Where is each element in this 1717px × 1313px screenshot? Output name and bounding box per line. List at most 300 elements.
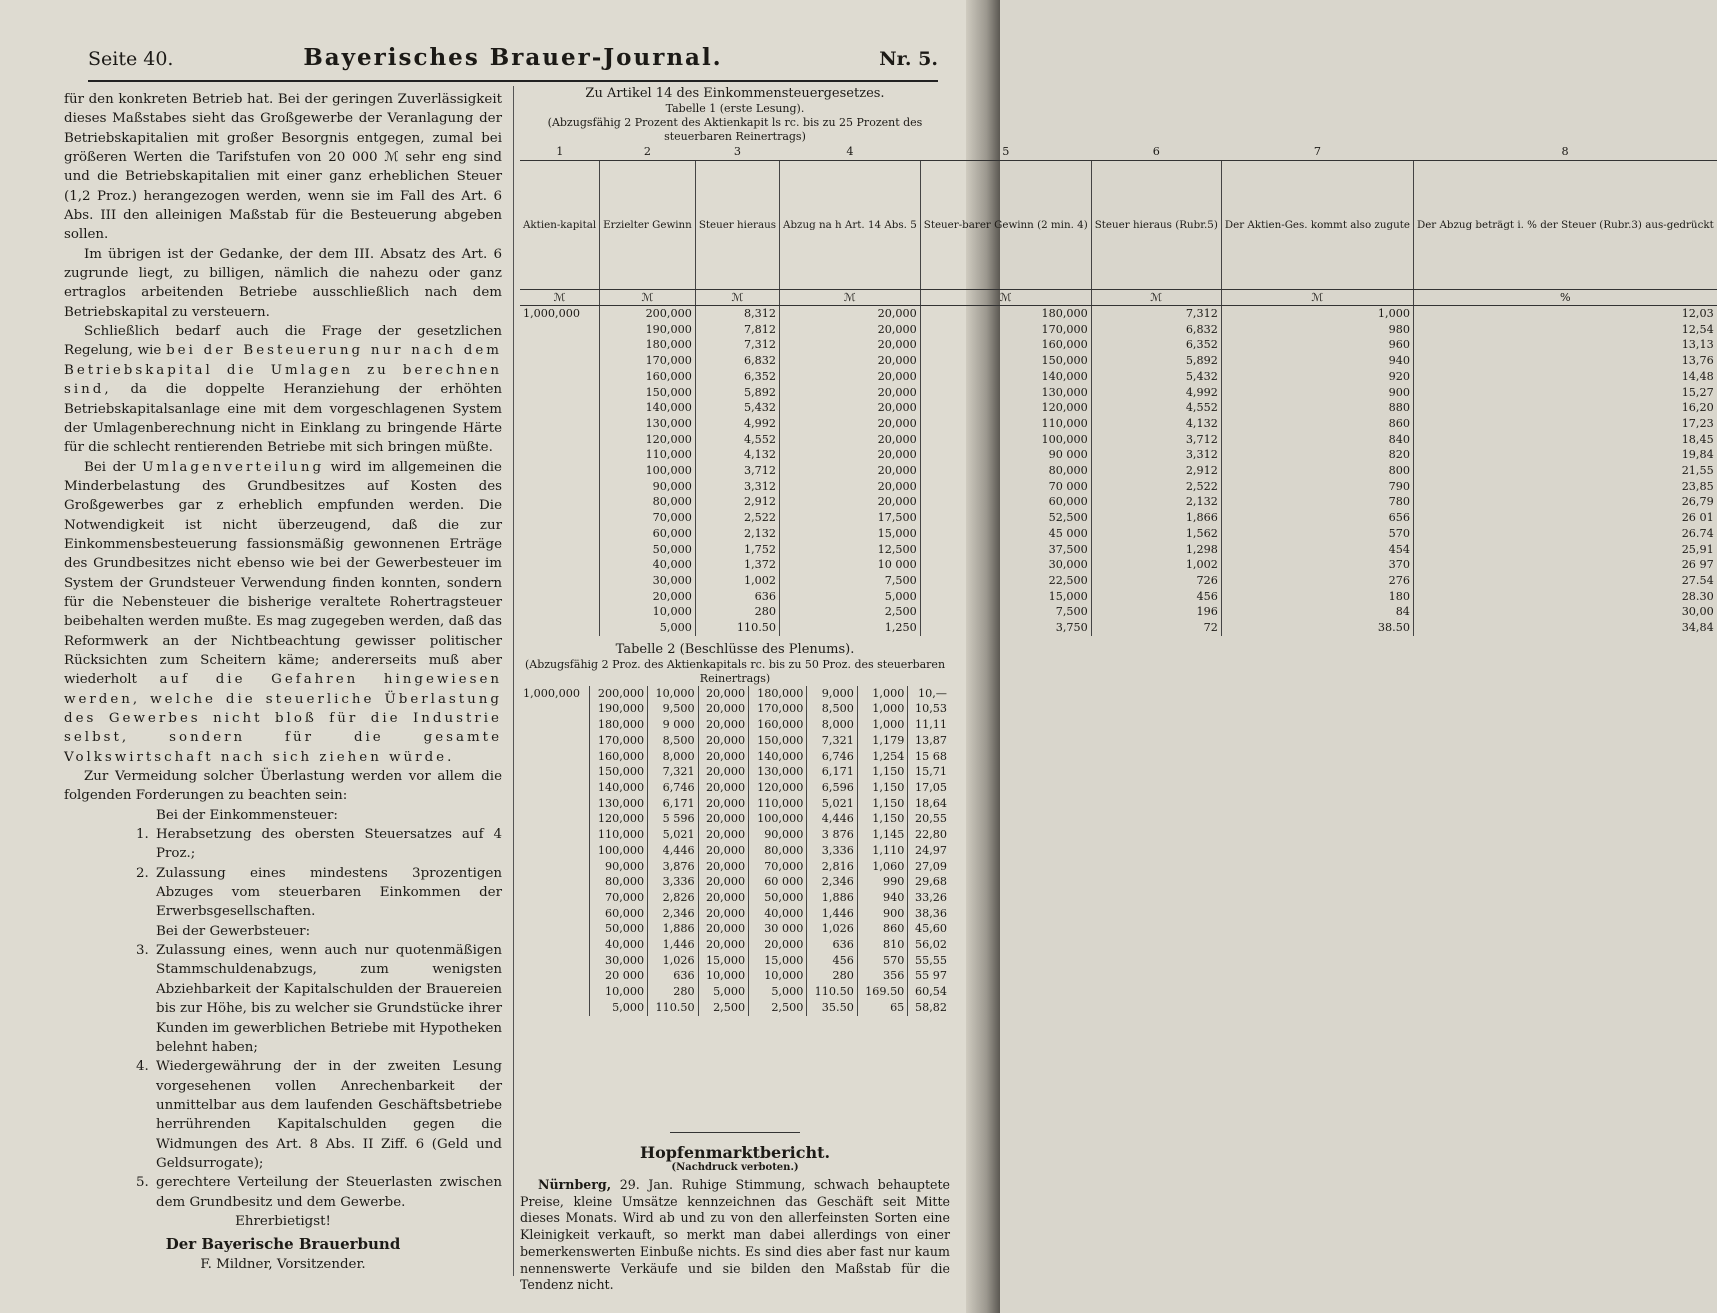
table-cell: 1,150 bbox=[857, 811, 907, 827]
paragraph bbox=[64, 458, 502, 768]
table-row bbox=[520, 937, 950, 953]
table-cell bbox=[520, 890, 589, 906]
table-cell: 10,000 bbox=[648, 686, 698, 702]
table1-note: (Abzugsfähig 2 Prozent des Aktienkapit ls rc. bis zu 25 Prozent des steuerbaren Reinertrags) bbox=[547, 116, 923, 143]
table-cell: 20,000 bbox=[780, 479, 921, 495]
table2-note: (Abzugsfähig 2 Proz. des Aktienkapitals rc. bis zu 50 Proz. des steuerbaren Reinertrags) bbox=[524, 657, 946, 685]
table-row bbox=[520, 984, 950, 1000]
table-row bbox=[520, 432, 1717, 448]
header-row bbox=[520, 161, 1717, 290]
table-row bbox=[520, 573, 1717, 589]
table-cell: 20,000 bbox=[698, 937, 748, 953]
table-cell: 3,312 bbox=[1091, 447, 1221, 463]
table-cell: 140,000 bbox=[600, 400, 696, 416]
table-cell: 1,110 bbox=[857, 843, 907, 859]
table-cell bbox=[520, 589, 600, 605]
table-cell bbox=[520, 573, 600, 589]
left-column bbox=[64, 90, 502, 1274]
table-cell: 20,000 bbox=[698, 890, 748, 906]
journal-title: Bayerisches Brauer-Journal. bbox=[303, 44, 723, 71]
table-cell: 1,150 bbox=[857, 780, 907, 796]
table-cell: 35.50 bbox=[807, 1000, 857, 1016]
table-cell: 990 bbox=[857, 874, 907, 890]
table-cell: 900 bbox=[857, 906, 907, 922]
table-cell: 2,522 bbox=[1091, 479, 1221, 495]
issue-number: Nr. 5. bbox=[879, 48, 938, 70]
list-item bbox=[64, 1173, 502, 1212]
table-cell: 5,000 bbox=[600, 620, 696, 636]
table-cell: 50,000 bbox=[600, 542, 696, 558]
item-text: Zulassung eines mindestens 3prozentigen Abzuges vom steuerbaren Einkommen der Erwerbsgesellschaften. bbox=[156, 865, 502, 920]
table-cell: 20,000 bbox=[780, 385, 921, 401]
table-cell: 20,000 bbox=[780, 306, 921, 322]
table-row bbox=[520, 906, 950, 922]
table-row bbox=[520, 416, 1717, 432]
table-cell: 50,000 bbox=[589, 921, 647, 937]
table-cell: 7,321 bbox=[807, 733, 857, 749]
table-cell bbox=[520, 859, 589, 875]
table-cell: 780 bbox=[1221, 494, 1413, 510]
list-item bbox=[64, 864, 502, 922]
table-cell: 1,886 bbox=[648, 921, 698, 937]
table-cell: 370 bbox=[1221, 557, 1413, 573]
table-cell: 6,171 bbox=[648, 796, 698, 812]
table-cell: 110.50 bbox=[807, 984, 857, 1000]
table-cell: 980 bbox=[1221, 322, 1413, 338]
table-row bbox=[520, 717, 950, 733]
table-cell: 3,336 bbox=[807, 843, 857, 859]
table-cell: 15,000 bbox=[780, 526, 921, 542]
table-cell: 180 bbox=[1221, 589, 1413, 605]
unit-cell: ℳ bbox=[1091, 290, 1221, 306]
report-title: Hopfenmarktbericht. bbox=[639, 1143, 831, 1162]
table-cell: 20,000 bbox=[698, 811, 748, 827]
table-cell: 20,000 bbox=[698, 717, 748, 733]
table-cell: 5,021 bbox=[648, 827, 698, 843]
table-cell: 20,000 bbox=[780, 400, 921, 416]
table-cell: 160,000 bbox=[600, 369, 696, 385]
table-cell: 34,84 bbox=[1681, 621, 1714, 635]
table-cell: 10,000 bbox=[589, 984, 647, 1000]
table-cell: 70,000 bbox=[600, 510, 696, 526]
table-cell: 140,000 bbox=[749, 749, 807, 765]
table-cell bbox=[520, 1000, 589, 1016]
table-cell: 80,000 bbox=[589, 874, 647, 890]
section-heading-income: Bei der Einkommensteuer: bbox=[156, 807, 338, 823]
table-cell: 20,000 bbox=[780, 494, 921, 510]
table-cell: 920 bbox=[1221, 369, 1413, 385]
table-cell bbox=[520, 322, 600, 338]
table-cell: 72 bbox=[1091, 620, 1221, 636]
table-cell: 1,886 bbox=[807, 890, 857, 906]
table-cell: 100,000 bbox=[600, 463, 696, 479]
table-cell: 10,000 bbox=[698, 968, 748, 984]
table-cell: 12,54 bbox=[1681, 322, 1714, 336]
table-cell: 170,000 bbox=[600, 353, 696, 369]
table-cell: 3,712 bbox=[695, 463, 779, 479]
item-text: gerechtere Verteilung der Steuerlasten zwischen dem Grundbesitz und dem Gewerbe. bbox=[156, 1175, 502, 1210]
table-row bbox=[520, 843, 950, 859]
table-cell: 2,346 bbox=[807, 874, 857, 890]
table-cell: 860 bbox=[857, 921, 907, 937]
table-cell: 26,79 bbox=[1681, 495, 1714, 509]
table-cell: 900 bbox=[1221, 385, 1413, 401]
table-cell: 6,171 bbox=[807, 764, 857, 780]
table-row bbox=[520, 385, 1717, 401]
table-cell: 26 01 bbox=[1681, 511, 1714, 525]
table-cell: 55,55 bbox=[914, 953, 947, 967]
table-cell: 10,53 bbox=[914, 702, 947, 716]
table-cell: 810 bbox=[857, 937, 907, 953]
table-cell: 17,23 bbox=[1681, 416, 1714, 430]
table-cell: 21,55 bbox=[1681, 464, 1714, 478]
table-row bbox=[520, 526, 1717, 542]
table-cell bbox=[520, 542, 600, 558]
report-subtitle: (Nachdruck verboten.) bbox=[671, 1162, 799, 1173]
table-cell bbox=[520, 557, 600, 573]
table-cell: 15,000 bbox=[920, 589, 1091, 605]
table-cell: 5,432 bbox=[1091, 369, 1221, 385]
table-cell: 5,021 bbox=[807, 796, 857, 812]
table-cell: 15,27 bbox=[1681, 385, 1714, 399]
table-cell: 3,312 bbox=[695, 479, 779, 495]
table-cell: 100,000 bbox=[589, 843, 647, 859]
table-cell bbox=[520, 764, 589, 780]
table-cell: 20,000 bbox=[698, 921, 748, 937]
table-cell: 12,03 bbox=[1681, 307, 1714, 320]
table-cell: 10 000 bbox=[780, 557, 921, 573]
table-cell: 200,000 bbox=[600, 306, 696, 322]
table-row bbox=[520, 1000, 950, 1016]
table-cell bbox=[520, 353, 600, 369]
table1-title: Zu Artikel 14 des Einkommensteuergesetzes. bbox=[585, 86, 885, 101]
table-cell bbox=[520, 604, 600, 620]
demands-list-trade bbox=[64, 941, 502, 1212]
table-cell: 160,000 bbox=[589, 749, 647, 765]
table-cell: 19,84 bbox=[1681, 448, 1714, 462]
table-cell bbox=[520, 984, 589, 1000]
right-column bbox=[520, 86, 1714, 1016]
table-cell: 27.54 bbox=[1681, 573, 1714, 587]
table-cell: 13,76 bbox=[1681, 354, 1714, 368]
table-cell: 4,132 bbox=[1091, 416, 1221, 432]
table-cell: 27,09 bbox=[914, 859, 947, 873]
table-cell: 58,82 bbox=[914, 1000, 947, 1014]
paragraph bbox=[64, 322, 502, 457]
table-cell: 13,87 bbox=[914, 733, 947, 747]
table-cell: 6,352 bbox=[695, 369, 779, 385]
table-cell: 10,— bbox=[918, 686, 947, 700]
table-cell: 40,000 bbox=[589, 937, 647, 953]
table-cell: 8,500 bbox=[648, 733, 698, 749]
table-cell bbox=[520, 937, 589, 953]
table-cell bbox=[520, 733, 589, 749]
table-cell: 2,912 bbox=[695, 494, 779, 510]
table-cell: 2,500 bbox=[780, 604, 921, 620]
table-cell bbox=[520, 620, 600, 636]
table-cell: 3,712 bbox=[1091, 432, 1221, 448]
table-cell: 1,000,000 bbox=[520, 686, 589, 702]
table-cell bbox=[520, 780, 589, 796]
column-header: Aktien-kapital bbox=[520, 161, 600, 290]
table-cell: 5,000 bbox=[749, 984, 807, 1000]
table-cell bbox=[520, 494, 600, 510]
column-number: 6 bbox=[1091, 144, 1221, 161]
table-cell: 3,876 bbox=[648, 859, 698, 875]
table-cell: 190,000 bbox=[600, 322, 696, 338]
table-cell: 52,500 bbox=[920, 510, 1091, 526]
table-cell: 1,002 bbox=[695, 573, 779, 589]
table-cell: 456 bbox=[1091, 589, 1221, 605]
table-cell: 4,992 bbox=[695, 416, 779, 432]
column-number: 8 bbox=[1413, 144, 1716, 161]
table-cell: 20 000 bbox=[589, 968, 647, 984]
table-cell bbox=[520, 968, 589, 984]
table-cell: 3,750 bbox=[920, 620, 1091, 636]
table-cell: 120,000 bbox=[920, 400, 1091, 416]
table-cell: 20,000 bbox=[698, 749, 748, 765]
table-cell: 570 bbox=[1221, 526, 1413, 542]
table-row bbox=[520, 604, 1717, 620]
table-cell: 1,372 bbox=[695, 557, 779, 573]
unit-cell: ℳ bbox=[1221, 290, 1413, 306]
table-cell: 2,500 bbox=[749, 1000, 807, 1016]
table2-title: Tabelle 2 (Beschlüsse des Plenums). bbox=[615, 641, 855, 657]
table-row bbox=[520, 306, 1717, 322]
table-cell: 110,000 bbox=[920, 416, 1091, 432]
table-cell: 16,20 bbox=[1681, 401, 1714, 415]
table-cell: 2,500 bbox=[698, 1000, 748, 1016]
table-cell: 790 bbox=[1221, 479, 1413, 495]
table-cell: 26.74 bbox=[1681, 526, 1714, 540]
table-row bbox=[520, 494, 1717, 510]
table-cell: 18,45 bbox=[1681, 432, 1714, 446]
table-cell: 726 bbox=[1091, 573, 1221, 589]
table-cell: 456 bbox=[807, 953, 857, 969]
table-cell: 110.50 bbox=[695, 620, 779, 636]
table-cell: 120,000 bbox=[589, 811, 647, 827]
table-row bbox=[520, 764, 950, 780]
table-cell: 8,000 bbox=[807, 717, 857, 733]
table-cell: 28.30 bbox=[1681, 589, 1714, 603]
closing: Ehrerbietigst! bbox=[235, 1213, 331, 1229]
column-number: 3 bbox=[695, 144, 779, 161]
table-cell: 180,000 bbox=[589, 717, 647, 733]
table-cell: 4,132 bbox=[695, 447, 779, 463]
column-number: 7 bbox=[1221, 144, 1413, 161]
dateline-place: Nürnberg, bbox=[538, 1177, 612, 1192]
table-cell: 7,321 bbox=[648, 764, 698, 780]
table-row bbox=[520, 874, 950, 890]
table-cell: 940 bbox=[1221, 353, 1413, 369]
table-cell: 20,55 bbox=[914, 812, 947, 826]
spaced-text: Umlagenverteilung bbox=[142, 459, 325, 475]
hop-market-report bbox=[520, 1132, 950, 1294]
table-row bbox=[520, 589, 1717, 605]
section-heading-trade: Bei der Gewerbsteuer: bbox=[156, 923, 311, 939]
table-cell bbox=[520, 432, 600, 448]
table-cell bbox=[520, 796, 589, 812]
table-cell: 18,64 bbox=[914, 796, 947, 810]
table-cell: 180,000 bbox=[749, 686, 807, 702]
table-cell: 1,000 bbox=[1221, 306, 1413, 322]
table-cell bbox=[520, 843, 589, 859]
table-cell bbox=[520, 526, 600, 542]
table-cell: 150,000 bbox=[920, 353, 1091, 369]
table-row bbox=[520, 811, 950, 827]
organization-signature: Der Bayerische Brauerbund bbox=[165, 1235, 401, 1254]
table-cell: 130,000 bbox=[920, 385, 1091, 401]
table-row bbox=[520, 463, 1717, 479]
table-cell: 1,866 bbox=[1091, 510, 1221, 526]
table-cell: 1,150 bbox=[857, 764, 907, 780]
table-cell: 5,000 bbox=[589, 1000, 647, 1016]
column-header: Der Aktien-Ges. kommt also zugute bbox=[1221, 161, 1413, 290]
column-number: 5 bbox=[920, 144, 1091, 161]
column-divider bbox=[513, 86, 514, 1276]
column-number-row bbox=[520, 144, 1717, 161]
table-cell: 120,000 bbox=[749, 780, 807, 796]
table-cell: 20,000 bbox=[780, 463, 921, 479]
table-cell: 6,596 bbox=[807, 780, 857, 796]
table1-subtitle: Tabelle 1 (erste Lesung). bbox=[665, 102, 805, 115]
table-row bbox=[520, 890, 950, 906]
table-cell: 29,68 bbox=[914, 875, 947, 889]
table-row bbox=[520, 827, 950, 843]
table-cell: 7,312 bbox=[1091, 306, 1221, 322]
table-cell: 150,000 bbox=[749, 733, 807, 749]
table-cell: 40,000 bbox=[749, 906, 807, 922]
table-cell: 7,500 bbox=[920, 604, 1091, 620]
table-cell: 150,000 bbox=[589, 764, 647, 780]
separator-rule bbox=[670, 1132, 800, 1133]
table-cell: 190,000 bbox=[589, 701, 647, 717]
table-cell: 180,000 bbox=[600, 337, 696, 353]
table-cell: 1,562 bbox=[1091, 526, 1221, 542]
table-cell: 15 68 bbox=[914, 749, 947, 763]
table-cell: 280 bbox=[807, 968, 857, 984]
table-cell: 55 97 bbox=[914, 969, 947, 983]
table-row bbox=[520, 620, 1717, 636]
table-cell: 110,000 bbox=[589, 827, 647, 843]
table-cell bbox=[520, 701, 589, 717]
table-cell: 2,132 bbox=[1091, 494, 1221, 510]
column-number: 4 bbox=[780, 144, 921, 161]
table-cell: 56,02 bbox=[914, 938, 947, 952]
table-cell bbox=[520, 749, 589, 765]
table-row bbox=[520, 796, 950, 812]
unit-cell: % bbox=[1413, 290, 1716, 306]
table-cell: 10,000 bbox=[749, 968, 807, 984]
table-cell: 7,812 bbox=[695, 322, 779, 338]
table-cell: 8,312 bbox=[695, 306, 779, 322]
table-cell: 25,91 bbox=[1681, 542, 1714, 556]
table-cell: 170,000 bbox=[920, 322, 1091, 338]
table-cell: 22,500 bbox=[920, 573, 1091, 589]
table-cell: 1,026 bbox=[807, 921, 857, 937]
table-row bbox=[520, 322, 1717, 338]
table-cell bbox=[520, 510, 600, 526]
table-row bbox=[520, 968, 950, 984]
table-cell bbox=[520, 447, 600, 463]
table-cell: 3,336 bbox=[648, 874, 698, 890]
table-cell bbox=[520, 827, 589, 843]
item-number: 4. bbox=[136, 1059, 149, 1075]
table-cell: 3 876 bbox=[807, 827, 857, 843]
table-cell: 200,000 bbox=[589, 686, 647, 702]
table-cell: 636 bbox=[695, 589, 779, 605]
table-cell: 1,298 bbox=[1091, 542, 1221, 558]
table-cell: 280 bbox=[648, 984, 698, 1000]
table-cell: 30,000 bbox=[600, 573, 696, 589]
table-cell: 33,26 bbox=[914, 890, 947, 904]
table-cell: 45 000 bbox=[920, 526, 1091, 542]
table-cell: 38,36 bbox=[914, 906, 947, 920]
table-cell: 20,000 bbox=[780, 322, 921, 338]
table-cell: 37,500 bbox=[920, 542, 1091, 558]
unit-cell: ℳ bbox=[520, 290, 600, 306]
table-cell: 30 000 bbox=[749, 921, 807, 937]
table-cell: 20,000 bbox=[780, 432, 921, 448]
table-cell: 169.50 bbox=[857, 984, 907, 1000]
table-cell: 170,000 bbox=[749, 701, 807, 717]
column-header: Steuer-barer Gewinn (2 min. 4) bbox=[920, 161, 1091, 290]
table-cell: 17,05 bbox=[914, 780, 947, 794]
table-cell: 1,179 bbox=[857, 733, 907, 749]
table-cell: 140,000 bbox=[589, 780, 647, 796]
table-cell: 1,060 bbox=[857, 859, 907, 875]
table-cell: 130,000 bbox=[600, 416, 696, 432]
table-row bbox=[520, 447, 1717, 463]
table-cell: 960 bbox=[1221, 337, 1413, 353]
table-cell: 4,446 bbox=[807, 811, 857, 827]
spaced-text: bei der Besteuerung nur nach dem Betriebskapital die Umlagen zu berechnen sind, bbox=[64, 343, 503, 398]
table-cell: 110,000 bbox=[600, 447, 696, 463]
table-cell: 80,000 bbox=[749, 843, 807, 859]
table-row bbox=[520, 542, 1717, 558]
table-cell: 6,832 bbox=[1091, 322, 1221, 338]
column-number: 1 bbox=[520, 144, 600, 161]
signer: F. Mildner, Vorsitzender. bbox=[200, 1256, 366, 1272]
table-cell: 60 000 bbox=[749, 874, 807, 890]
table-cell: 880 bbox=[1221, 400, 1413, 416]
table-cell: 2,522 bbox=[695, 510, 779, 526]
table-cell: 80,000 bbox=[600, 494, 696, 510]
page-header bbox=[88, 44, 938, 82]
table-row bbox=[520, 510, 1717, 526]
table-cell: 5,000 bbox=[698, 984, 748, 1000]
table-cell: 70,000 bbox=[589, 890, 647, 906]
table-cell: 5,432 bbox=[695, 400, 779, 416]
table-cell: 20,000 bbox=[780, 337, 921, 353]
table-cell: 2,816 bbox=[807, 859, 857, 875]
table-cell: 90,000 bbox=[749, 827, 807, 843]
table-cell: 15,71 bbox=[914, 765, 947, 779]
table-cell bbox=[520, 874, 589, 890]
table-cell: 20,000 bbox=[698, 843, 748, 859]
table-cell: 5,892 bbox=[1091, 353, 1221, 369]
table-cell: 4,552 bbox=[1091, 400, 1221, 416]
unit-cell: ℳ bbox=[695, 290, 779, 306]
table-cell: 150,000 bbox=[600, 385, 696, 401]
table-row bbox=[520, 953, 950, 969]
page-number: Seite 40. bbox=[88, 48, 174, 70]
table-cell: 4,552 bbox=[695, 432, 779, 448]
column-header: Der Abzug beträgt i. % der Steuer (Rubr.3) aus-gedrückt bbox=[1413, 161, 1716, 290]
table-row bbox=[520, 686, 950, 702]
table-cell: 7,312 bbox=[695, 337, 779, 353]
table-cell: 20,000 bbox=[698, 780, 748, 796]
